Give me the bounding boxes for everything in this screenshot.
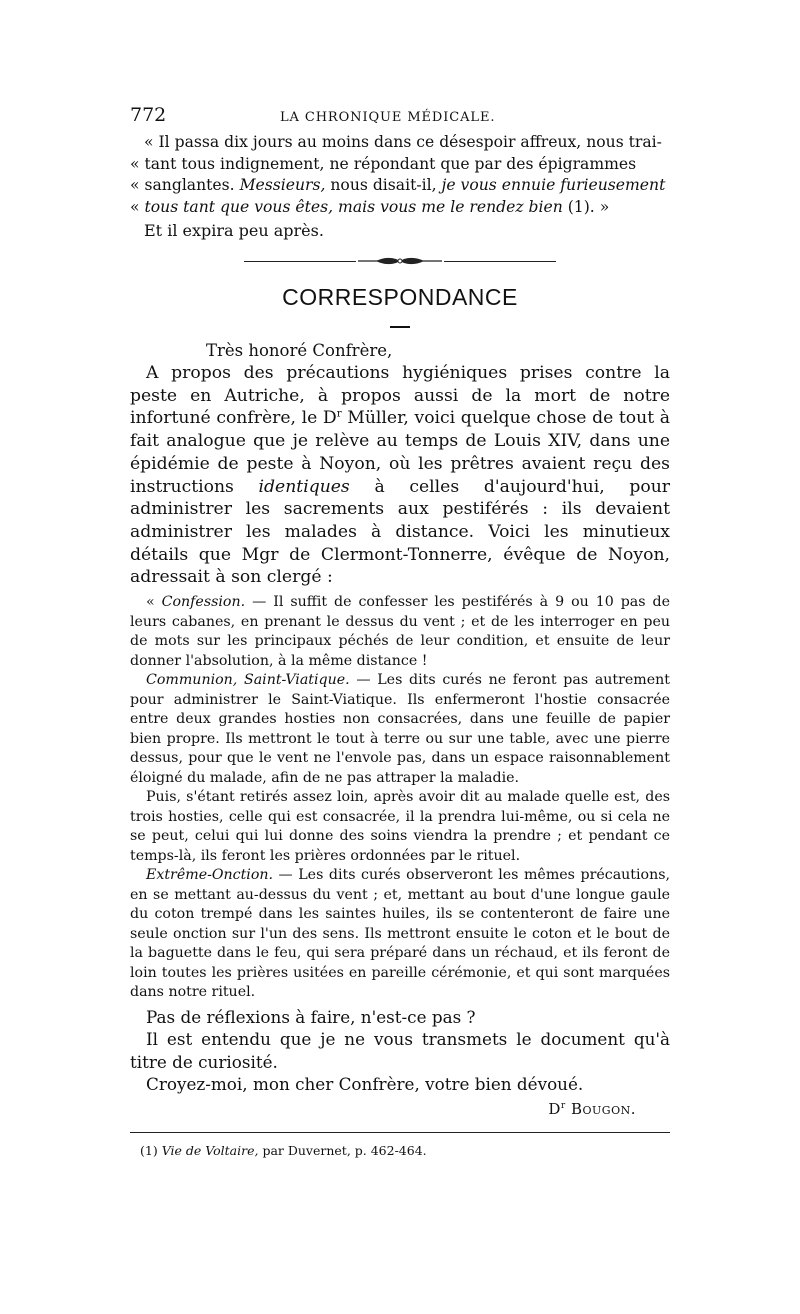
instruction-extreme-onction: Extrême-Onction. — Les dits curés observeront les mêmes précautions, en se mettant au-dessus du vent ; et, mettant au bout d'une longue gaule du coton trempé dans les saintes huiles, ils se contenteront de faire une seule onction sur l'un des sens. Ils mettront ensuite le coton et le bout de la baguette dans le feu, qui sera préparé dans un réchaud, et ils feront de loin toutes les prières usitées en pareille cérémonie, et qui sont marquées dans notre rituel. [130,867,670,1001]
closing-line: Il est entendu que je ne vous transmets le document qu'à titre de curiosité. [130,1029,670,1072]
instruction-confession: « Confession. — Il suffit de confesser les pestiférés à 9 ou 10 pas de leurs cabanes, en prenant le dessus du vent ; et de les interroger en peu de mots sur les principaux péchés de leur condition, et ensuite de leur donner l'absolution, à la même distance ! [130,594,670,669]
bishop-instructions [130,593,670,1003]
title-rule [390,326,410,328]
page-number: 772 [130,104,167,126]
letter-body [130,362,670,589]
instruction-communion: Communion, Saint-Viatique. — Les dits curés ne feront pas autrement pour administrer le Saint-Viatique. Ils enfermeront l'hostie consacrée entre deux grandes hosties non consacrées, dans une feuille de papier bien propre. Ils mettront le tout à terre ou sur une table, avec une pierre dessus, pour que le vent ne l'envole pas, dans un espace raisonnablement éloigné du malade, afin de ne pas attraper la maladie. [130,672,670,786]
footnote-rule [130,1132,670,1133]
instruction-puis: Puis, s'étant retirés assez loin, après avoir dit au malade quelle est, des trois hosties, celle qui est consacrée, il la prendra lui-même, ou si cela ne se peut, celui qui lui donne des soins viendra la prendre ; et pendant ce temps-là, ils feront les prières ordonnées par le rituel. [130,789,670,864]
document-page [130,104,670,1158]
section-title: CORRESPONDANCE [282,284,518,310]
closing-line: Pas de réflexions à faire, n'est-ce pas ? [146,1006,476,1027]
footnote: (1) Vie de Voltaire, par Duvernet, p. 462-464. [140,1142,427,1158]
quote-line: « Il passa dix jours au moins dans ce désespoir affreux, nous trai- [144,133,662,151]
voltaire-quote [130,132,670,218]
letter-closing [130,1006,670,1096]
section-ornament [130,254,670,268]
letter-paragraph: A propos des précautions hygiéniques prises contre la peste en Autriche, à propos aussi de la mort de notre infortuné confrère, le $D^r$ Müller, voici quelque chose de tout à fait analogue que je relève au temps de Louis XIV, dans une épidémie de peste à Noyon, où les prêtres avaient reçu des instructions identiques à celles d'aujourd'hui, pour administrer les sacrements aux pestiférés : ils devaient administrer les malades à distance. Voici les minutieux détails que Mgr de Clermont-Tonnerre, évêque de Noyon, adressait à son clergé : [130,363,671,588]
ornament-flourish-icon [356,254,444,268]
signature: $D^r$ Bougon. [548,1099,636,1118]
quote-line: « sanglantes. Messieurs, nous disait-il, je vous ennuie furieusement [130,176,666,194]
salutation: Très honoré Confrère, [206,341,393,360]
quote-line: « tous tant que vous êtes, mais vous me le rendez bien (1). » [130,197,610,216]
page-header [130,104,670,132]
running-title: LA CHRONIQUE MÉDICALE. [280,110,496,125]
expired-line: Et il expira peu après. [144,221,324,240]
closing-line: Croyez-moi, mon cher Confrère, votre bien dévoué. [146,1074,584,1095]
quote-line: « tant tous indignement, ne répondant que par des épigrammes [130,154,637,173]
